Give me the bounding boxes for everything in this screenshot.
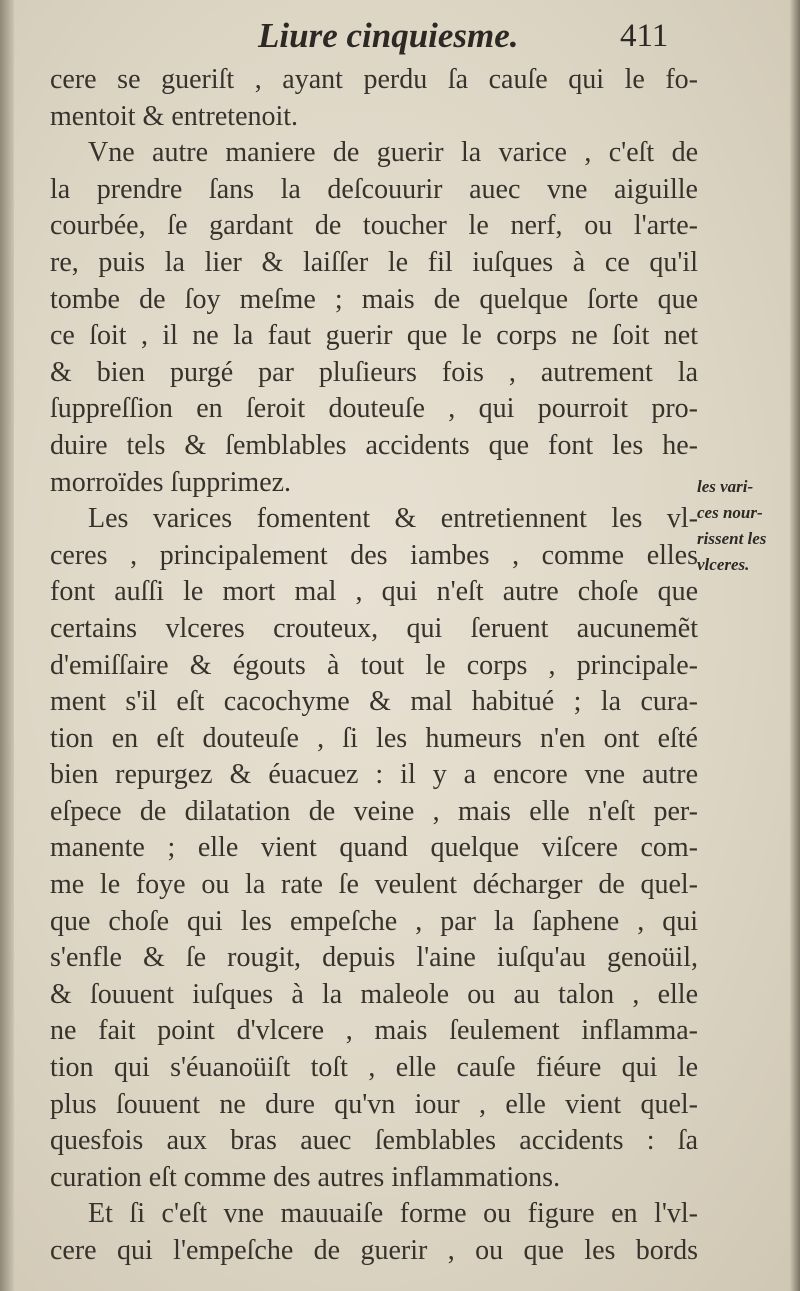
- text-line: bien repurgez & éuacuez : il y a encore vne autre: [50, 759, 698, 791]
- text-line: me le foye ou la rate ſe veulent décharger de quel-: [50, 869, 698, 901]
- text-line: Et ſi c'eſt vne mauuaiſe forme ou figure en l'vl-: [88, 1198, 698, 1230]
- text-line: ment s'il eſt cacochyme & mal habitué ; la cura-: [50, 686, 698, 718]
- text-line: tombe de ſoy meſme ; mais de quelque ſorte que: [50, 283, 698, 315]
- text-line: courbée, ſe gardant de toucher le nerf, ou l'arte-: [50, 210, 698, 242]
- body-text: [50, 62, 698, 1270]
- text-line: s'enfle & ſe rougit, depuis l'aine iuſqu'au genoüil,: [50, 942, 698, 974]
- text-line: curation eſt comme des autres inflammations.: [50, 1161, 561, 1193]
- marginal-note-line: ces nour-: [697, 503, 763, 522]
- text-line: cere qui l'empeſche de guerir , ou que les bords: [50, 1235, 698, 1266]
- page-header: [0, 14, 800, 60]
- text-line: ceres , principalement des iambes , comme elles: [50, 539, 698, 571]
- text-line: quesfois aux bras auec ſemblables accidents : ſa: [50, 1125, 698, 1157]
- text-line: re, puis la lier & laiſſer le fil iuſques à ce qu'il: [50, 246, 698, 278]
- text-line: morroïdes ſupprimez.: [50, 466, 292, 498]
- text-line: cere se gueriſt , ayant perdu ſa cauſe qui le fo-: [50, 64, 698, 95]
- text-line: Les varices fomentent & entretiennent les vl-: [88, 503, 698, 535]
- text-line: tion en eſt douteuſe , ſi les humeurs n'en ont eſté: [50, 722, 698, 754]
- text-line: ſuppreſſion en ſeroit douteuſe , qui pourroit pro-: [50, 393, 698, 425]
- text-line: tion qui s'éuanoüiſt toſt , elle cauſe fiéure qui le: [50, 1052, 698, 1084]
- text-line: manente ; elle vient quand quelque viſcere com-: [50, 832, 698, 864]
- text-line: plus ſouuent ne dure qu'vn iour , elle vient quel-: [50, 1088, 698, 1120]
- marginal-note-line: vlceres.: [697, 555, 750, 574]
- text-line: certains vlceres crouteux, qui ſeruent aucunemẽt: [50, 612, 698, 644]
- page-edge: [790, 0, 800, 1291]
- text-line: eſpece de dilatation de veine , mais elle n'eſt per-: [50, 795, 698, 827]
- text-line: ce ſoit , il ne la faut guerir que le corps ne ſoit net: [50, 320, 698, 352]
- text-line: que choſe qui les empeſche , par la ſaphene , qui: [50, 905, 698, 937]
- text-line: la prendre ſans la deſcouurir auec vne aiguille: [50, 173, 698, 205]
- marginal-note: [697, 474, 795, 578]
- text-line: Vne autre maniere de guerir la varice , c'eſt de: [88, 137, 698, 169]
- running-title: Liure cinquiesme.: [258, 16, 519, 55]
- marginal-note-line: les vari-: [697, 477, 754, 496]
- text-line: & bien purgé par pluſieurs fois , autrement la: [50, 356, 698, 388]
- text-line: & ſouuent iuſques à la maleole ou au talon , elle: [50, 978, 698, 1010]
- text-line: font auſſi le mort mal , qui n'eſt autre choſe que: [50, 576, 698, 608]
- text-line: duire tels & ſemblables accidents que font les he-: [50, 429, 698, 461]
- binding-gutter: [0, 0, 14, 1291]
- marginal-note-line: rissent les: [697, 529, 767, 548]
- text-line: mentoit & entretenoit.: [50, 100, 299, 132]
- text-line: ne fait point d'vlcere , mais ſeulement inflamma-: [50, 1015, 698, 1047]
- text-line: d'emiſſaire & égouts à tout le corps , principale-: [50, 649, 698, 681]
- page-number: 411: [620, 18, 669, 54]
